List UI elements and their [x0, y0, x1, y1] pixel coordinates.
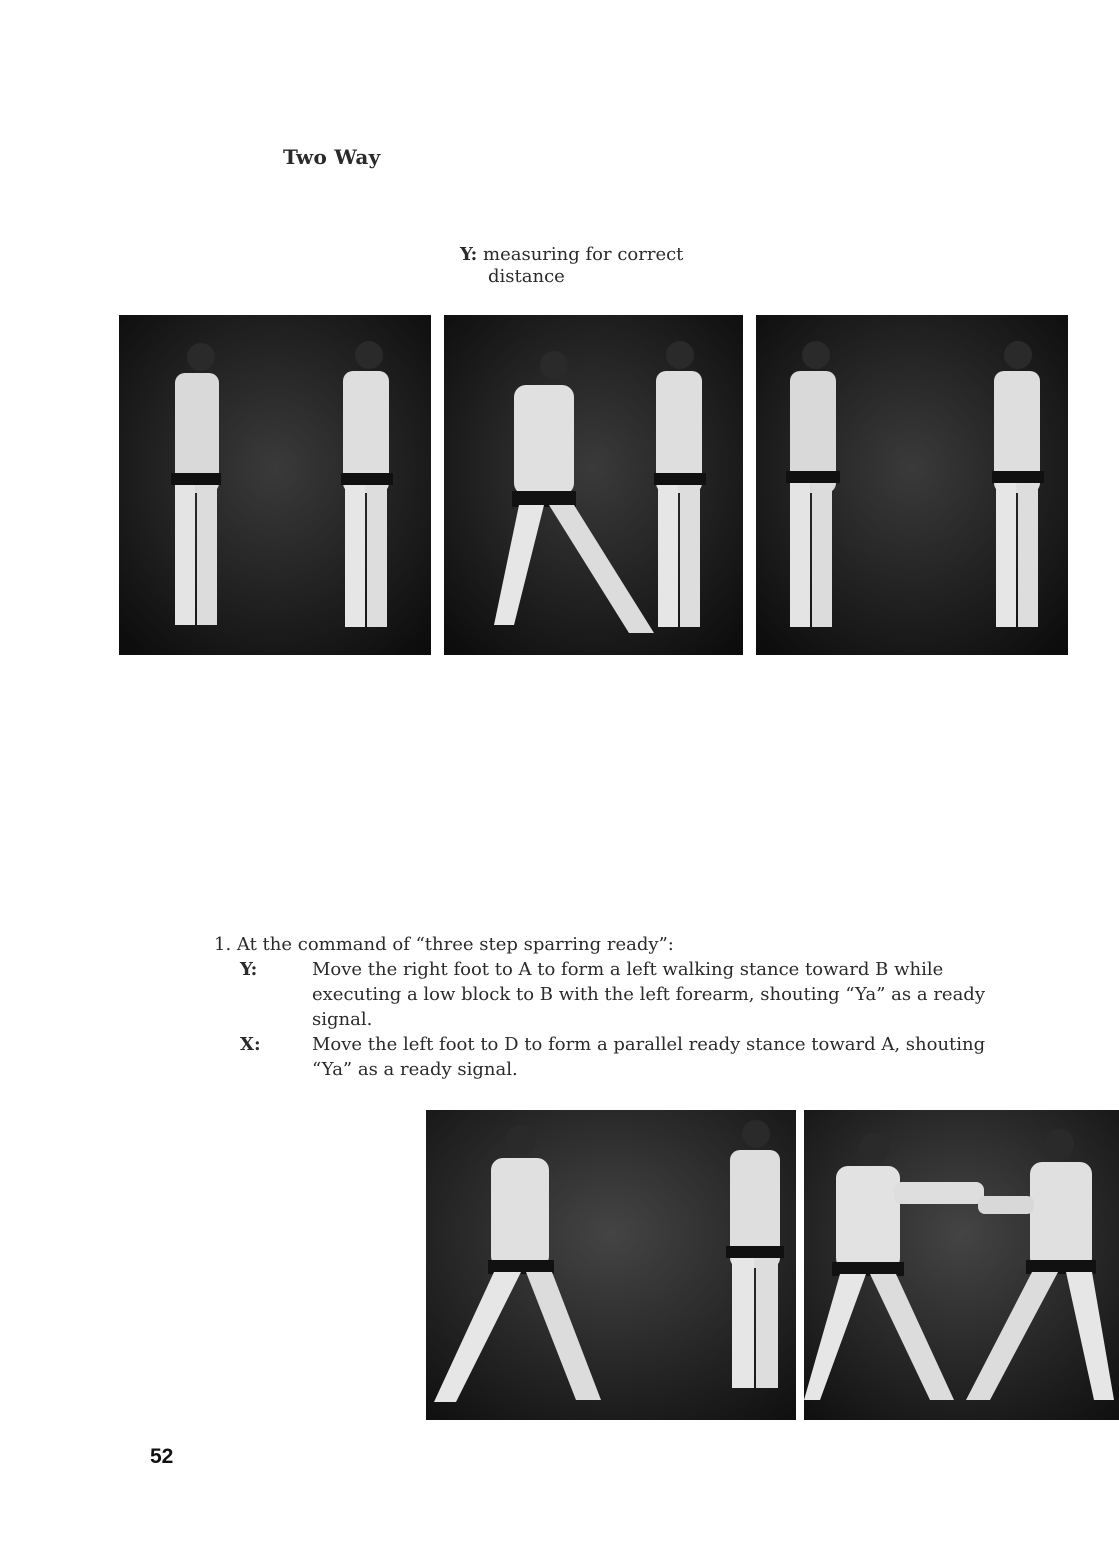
- entry-text-x: Move the left foot to D to form a parallel ready stance toward A, shouting “Ya” as a ready signal.: [312, 1034, 986, 1080]
- step-instructions: [214, 932, 1004, 1082]
- section-title: Two Way: [283, 145, 381, 169]
- caption-line-1: measuring for correct: [483, 244, 684, 265]
- caption-line-2: distance: [488, 266, 565, 287]
- caption-label: Y:: [460, 244, 478, 265]
- page-number: 52: [150, 1445, 174, 1468]
- step-entry-y: [240, 957, 1004, 1032]
- entry-label-x: X:: [240, 1034, 261, 1055]
- photo-standing-distance: [756, 315, 1068, 655]
- photo-stepping-measure: [444, 315, 743, 655]
- entry-label-y: Y:: [240, 959, 258, 980]
- photo-ready-stance: [426, 1110, 796, 1420]
- entry-text-y: Move the right foot to A to form a left walking stance toward B while executing a low block to B with the left forearm, shouting “Ya” as a ready signal.: [312, 959, 985, 1030]
- photo-low-block: [804, 1110, 1119, 1420]
- photo-standing-facing: [119, 315, 431, 655]
- step-heading: 1. At the command of “three step sparring ready”:: [214, 934, 674, 955]
- step-entry-x: [240, 1032, 1004, 1082]
- photo-caption: [460, 244, 780, 288]
